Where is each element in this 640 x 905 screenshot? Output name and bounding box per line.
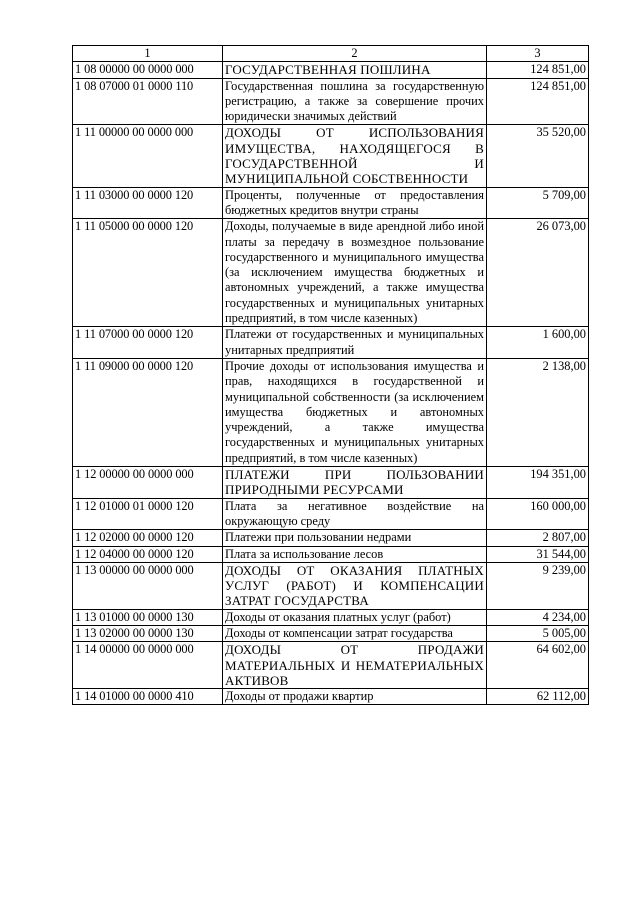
table-row <box>73 562 589 609</box>
revenue-name-cell: ГОСУДАРСТВЕННАЯ ПОШЛИНА <box>223 62 487 78</box>
amount-cell: 2 807,00 <box>487 530 589 546</box>
budget-code-cell: 1 12 00000 00 0000 000 <box>73 467 223 499</box>
budget-code-cell: 1 11 00000 00 0000 000 <box>73 125 223 187</box>
amount-cell: 5 709,00 <box>487 187 589 219</box>
amount-cell: 31 544,00 <box>487 546 589 562</box>
table-row <box>73 530 589 546</box>
amount-cell: 64 602,00 <box>487 642 589 689</box>
budget-code-cell: 1 13 01000 00 0000 130 <box>73 609 223 625</box>
header-col3: 3 <box>487 46 589 62</box>
amount-cell: 1 600,00 <box>487 327 589 359</box>
revenue-name-cell: Платежи от государственных и муниципальных унитарных предприятий <box>223 327 487 359</box>
table-row <box>73 546 589 562</box>
table-row <box>73 187 589 219</box>
amount-cell: 124 851,00 <box>487 62 589 78</box>
budget-code-cell: 1 13 02000 00 0000 130 <box>73 625 223 641</box>
amount-cell: 160 000,00 <box>487 498 589 530</box>
amount-cell: 124 851,00 <box>487 78 589 125</box>
revenue-name-cell: Проценты, полученные от предоставления бюджетных кредитов внутри страны <box>223 187 487 219</box>
budget-code-cell: 1 11 07000 00 0000 120 <box>73 327 223 359</box>
revenue-name-cell: Доходы от продажи квартир <box>223 689 487 705</box>
amount-cell: 4 234,00 <box>487 609 589 625</box>
revenue-name-cell: Платежи при пользовании недрами <box>223 530 487 546</box>
amount-cell: 9 239,00 <box>487 562 589 609</box>
amount-cell: 35 520,00 <box>487 125 589 187</box>
budget-code-cell: 1 11 03000 00 0000 120 <box>73 187 223 219</box>
budget-code-cell: 1 14 01000 00 0000 410 <box>73 689 223 705</box>
budget-code-cell: 1 12 02000 00 0000 120 <box>73 530 223 546</box>
budget-code-cell: 1 14 00000 00 0000 000 <box>73 642 223 689</box>
table-row <box>73 467 589 499</box>
table-row <box>73 498 589 530</box>
table-row <box>73 62 589 78</box>
budget-code-cell: 1 13 00000 00 0000 000 <box>73 562 223 609</box>
amount-cell: 194 351,00 <box>487 467 589 499</box>
table-row <box>73 642 589 689</box>
table-row <box>73 327 589 359</box>
budget-code-cell: 1 12 04000 00 0000 120 <box>73 546 223 562</box>
revenue-table <box>72 45 589 705</box>
budget-code-cell: 1 08 07000 01 0000 110 <box>73 78 223 125</box>
revenue-name-cell: Доходы от компенсации затрат государства <box>223 625 487 641</box>
amount-cell: 26 073,00 <box>487 219 589 327</box>
revenue-name-cell: Доходы, получаемые в виде арендной либо иной платы за передачу в возмездное пользование государственного и муниципального имущества (за исключением имущества бюджетных и автономных учреждений, а также имущества государственных и муниципальных унитарных предприятий, в том числе казенных) <box>223 219 487 327</box>
revenue-name-cell: Плата за негативное воздействие на окружающую среду <box>223 498 487 530</box>
header-col2: 2 <box>223 46 487 62</box>
amount-cell: 5 005,00 <box>487 625 589 641</box>
budget-code-cell: 1 08 00000 00 0000 000 <box>73 62 223 78</box>
revenue-name-cell: ДОХОДЫ ОТ ПРОДАЖИ МАТЕРИАЛЬНЫХ И НЕМАТЕРИАЛЬНЫХ АКТИВОВ <box>223 642 487 689</box>
header-col1: 1 <box>73 46 223 62</box>
revenue-name-cell: Прочие доходы от использования имущества и прав, находящихся в государственной и муниципальной собственности (за исключением имущества бюджетных и автономных учреждений, а также имущества государственных и муниципальных унитарных предприятий, в том числе казенных) <box>223 358 487 466</box>
table-row <box>73 78 589 125</box>
table-row <box>73 358 589 466</box>
budget-code-cell: 1 12 01000 01 0000 120 <box>73 498 223 530</box>
budget-code-cell: 1 11 05000 00 0000 120 <box>73 219 223 327</box>
table-row <box>73 219 589 327</box>
revenue-name-cell: ДОХОДЫ ОТ ИСПОЛЬЗОВАНИЯ ИМУЩЕСТВА, НАХОДЯЩЕГОСЯ В ГОСУДАРСТВЕННОЙ И МУНИЦИПАЛЬНОЙ СОБСТВЕННОСТИ <box>223 125 487 187</box>
table-header-row <box>73 46 589 62</box>
revenue-name-cell: ДОХОДЫ ОТ ОКАЗАНИЯ ПЛАТНЫХ УСЛУГ (РАБОТ) И КОМПЕНСАЦИИ ЗАТРАТ ГОСУДАРСТВА <box>223 562 487 609</box>
table-row <box>73 689 589 705</box>
table-row <box>73 125 589 187</box>
revenue-name-cell: ПЛАТЕЖИ ПРИ ПОЛЬЗОВАНИИ ПРИРОДНЫМИ РЕСУРСАМИ <box>223 467 487 499</box>
amount-cell: 2 138,00 <box>487 358 589 466</box>
amount-cell: 62 112,00 <box>487 689 589 705</box>
table-row <box>73 609 589 625</box>
revenue-name-cell: Государственная пошлина за государственную регистрацию, а также за совершение прочих юридически значимых действий <box>223 78 487 125</box>
table-row <box>73 625 589 641</box>
revenue-name-cell: Плата за использование лесов <box>223 546 487 562</box>
budget-code-cell: 1 11 09000 00 0000 120 <box>73 358 223 466</box>
revenue-name-cell: Доходы от оказания платных услуг (работ) <box>223 609 487 625</box>
table-body <box>73 62 589 705</box>
